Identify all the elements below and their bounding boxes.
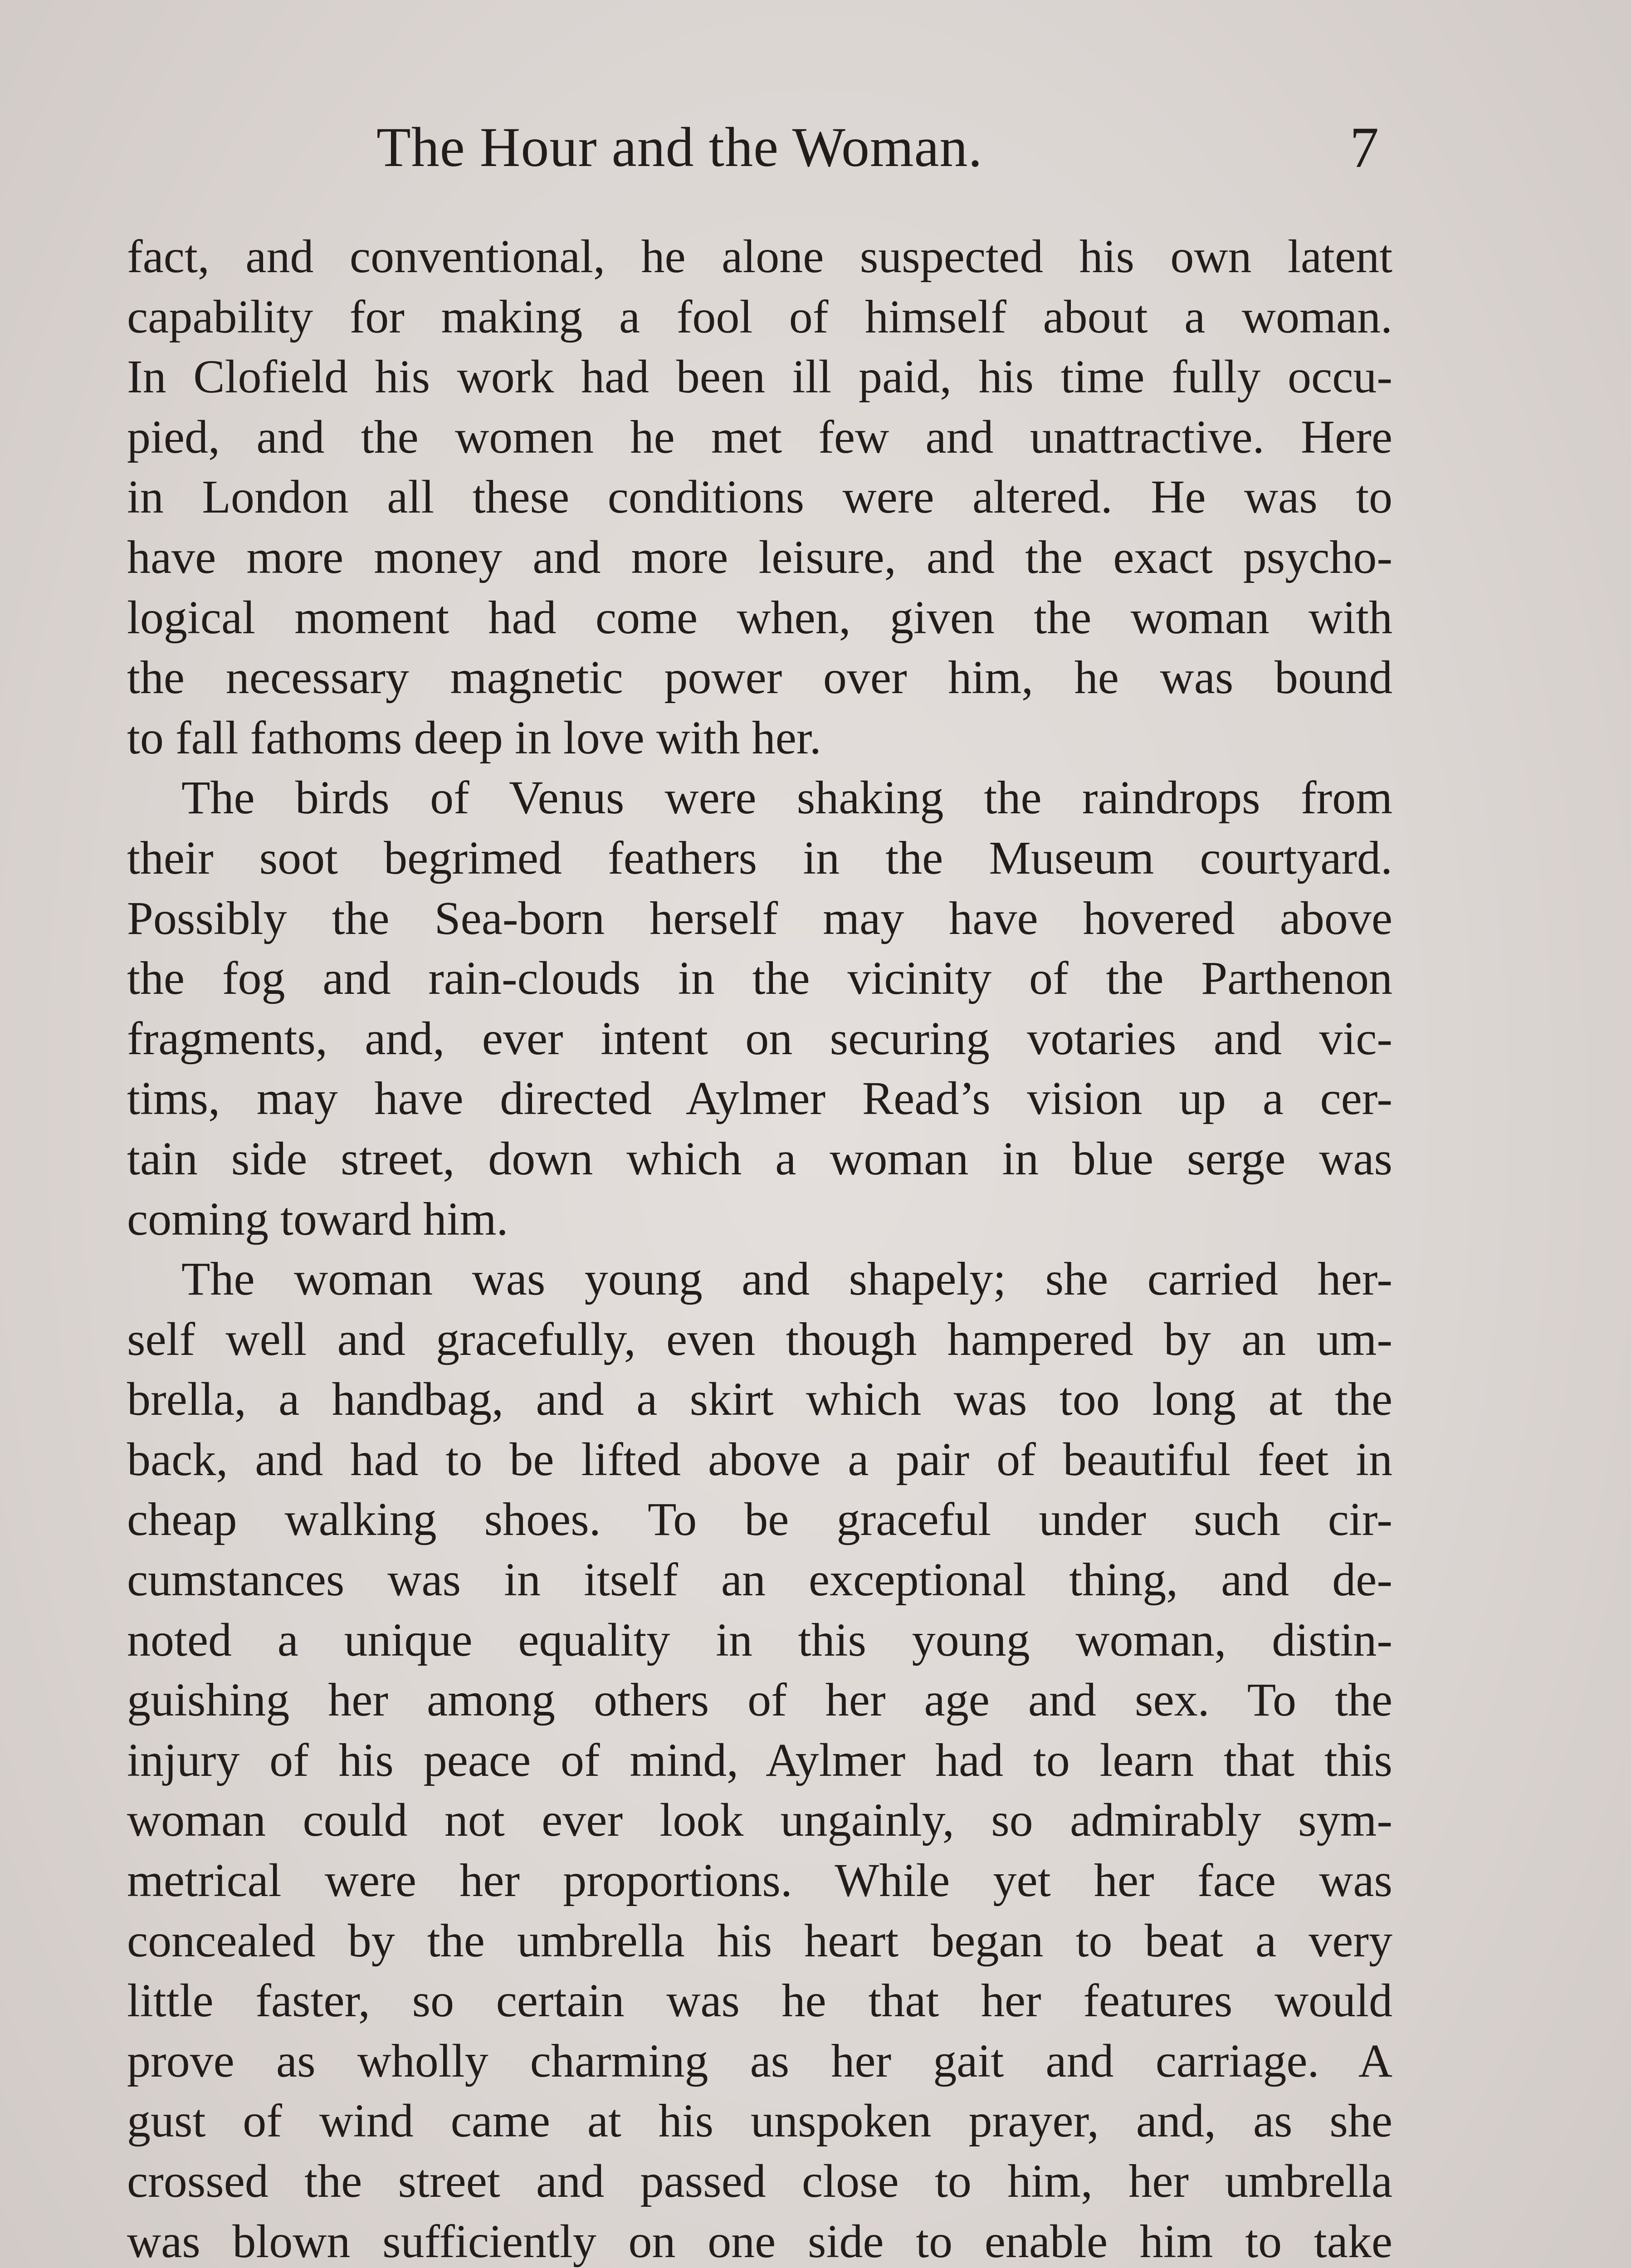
text-line: gust of wind came at his unspoken prayer, and, as she (127, 2095, 1392, 2147)
text-line: woman could not ever look ungainly, so admirably sym- (127, 1794, 1392, 1847)
text-line: have more money and more leisure, and the exact psycho- (127, 531, 1392, 583)
text-line: fact, and conventional, he alone suspected his own latent (127, 230, 1392, 283)
text-line: The birds of Venus were shaking the raindrops from (181, 772, 1392, 824)
text-line: pied, and the women he met few and unattractive. Here (127, 411, 1392, 463)
text-line: logical moment had come when, given the woman with (127, 591, 1392, 644)
text-line: cheap walking shoes. To be graceful under such cir- (127, 1493, 1392, 1546)
page-header (127, 113, 1383, 181)
text-line: brella, a handbag, and a skirt which was too long at the (127, 1373, 1392, 1426)
page-number: 7 (1350, 115, 1379, 180)
text-line: in London all these conditions were altered. He was to (127, 471, 1392, 523)
text-line: Possibly the Sea-born herself may have hovered above (127, 892, 1392, 944)
text-line: was blown sufficiently on one side to enable him to take (127, 2215, 1392, 2268)
text-line: tims, may have directed Aylmer Read’s vision up a cer- (127, 1072, 1392, 1125)
text-line: the necessary magnetic power over him, he was bound (127, 651, 1392, 704)
text-line: metrical were her proportions. While yet her face was (127, 1854, 1392, 1907)
text-line: the fog and rain-clouds in the vicinity of the Parthenon (127, 952, 1392, 1005)
text-line: back, and had to be lifted above a pair of beautiful feet in (127, 1433, 1392, 1486)
text-line: noted a unique equality in this young woman, distin- (127, 1613, 1392, 1666)
text-line: little faster, so certain was he that her features would (127, 1975, 1392, 2027)
paragraph (127, 1249, 1392, 2268)
paragraph (127, 227, 1392, 768)
text-line: injury of his peace of mind, Aylmer had to learn that this (127, 1734, 1392, 1786)
text-line: prove as wholly charming as her gait and carriage. A (127, 2034, 1392, 2087)
running-title: The Hour and the Woman. (376, 116, 983, 178)
text-line: concealed by the umbrella his heart began to beat a very (127, 1914, 1392, 1967)
text-line: capability for making a fool of himself about a woman. (127, 290, 1392, 343)
text-line: fragments, and, ever intent on securing votaries and vic- (127, 1012, 1392, 1065)
body-text (127, 227, 1392, 2268)
text-line: guishing her among others of her age and sex. To the (127, 1674, 1392, 1726)
text-line: coming toward him. (127, 1193, 508, 1245)
text-line: The woman was young and shapely; she carried her- (181, 1253, 1392, 1305)
text-line: crossed the street and passed close to him, her umbrella (127, 2155, 1392, 2207)
text-line: self well and gracefully, even though hampered by an um- (127, 1313, 1392, 1365)
text-line: In Clofield his work had been ill paid, his time fully occu- (127, 351, 1392, 403)
text-line: their soot begrimed feathers in the Museum courtyard. (127, 831, 1392, 884)
text-line: to fall fathoms deep in love with her. (127, 711, 821, 764)
text-line: tain side street, down which a woman in blue serge was (127, 1132, 1392, 1185)
paragraph (127, 768, 1392, 1249)
text-line: cumstances was in itself an exceptional thing, and de- (127, 1554, 1392, 1606)
